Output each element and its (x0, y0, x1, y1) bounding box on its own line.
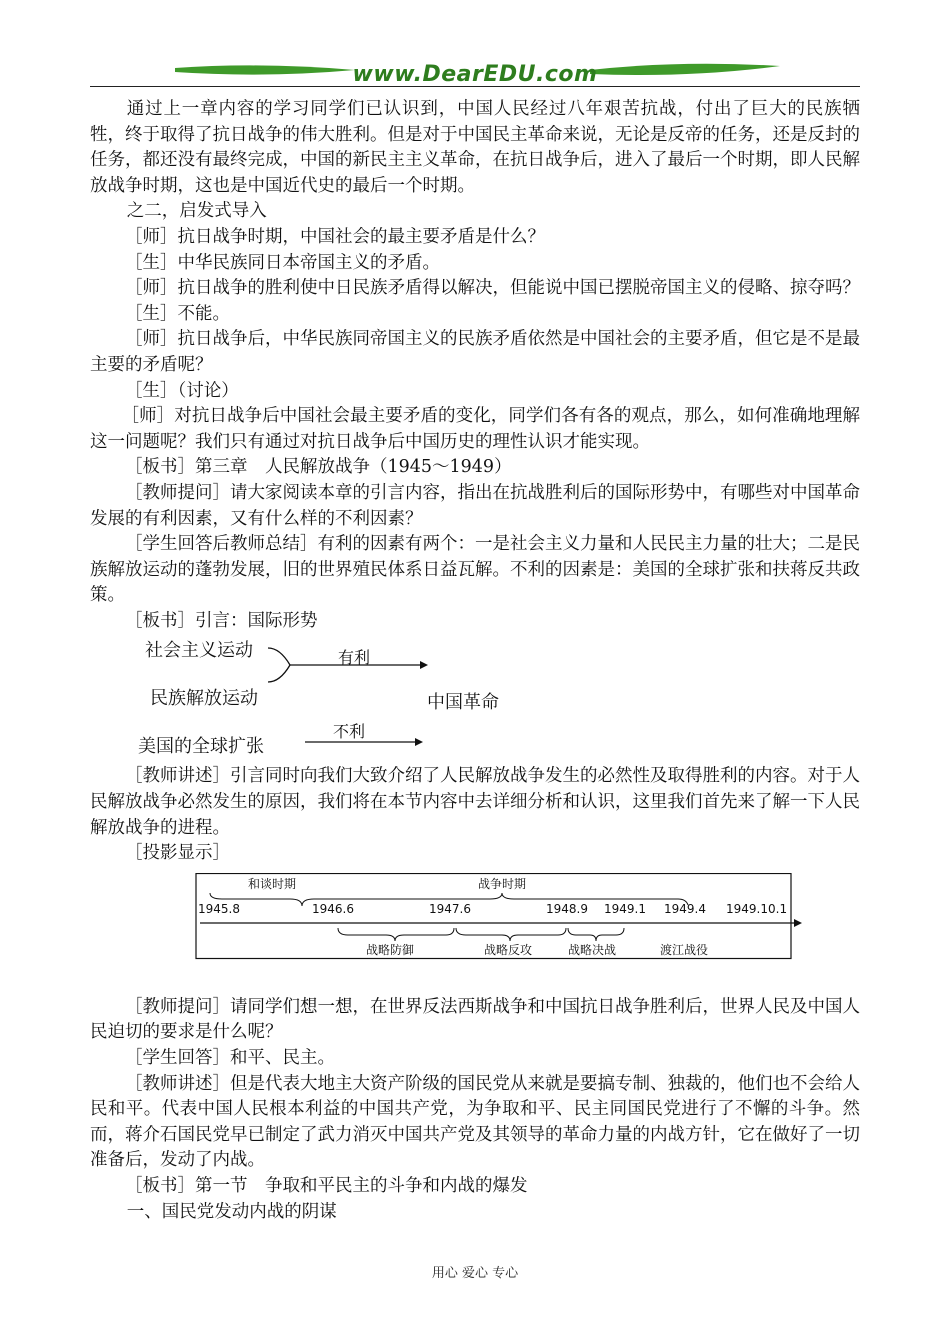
site-logo-text: www.DearEDU.com (352, 62, 598, 87)
paragraph: ［板书］第三章 人民解放战争（1945～1949） (125, 457, 512, 478)
paragraph: ［生］中华民族同日本帝国主义的矛盾。 (125, 252, 440, 273)
paragraph: ［教师讲述］引言同时向我们大致介绍了人民解放战争发生的必然性及取得胜利的内容。对于人民解放战争必然发生的原因，我们将在本节内容中去详细分析和认识，这里我们首先来了解一下人民解放战争的进程。 (90, 766, 860, 838)
page-footer: 用心 爱心 专心 (431, 1266, 519, 1281)
paragraph: ［师］抗日战争时期，中国社会的最主要矛盾是什么？ (125, 226, 545, 247)
us-expansion-label: 美国的全球扩张 (138, 736, 264, 758)
socialism-movement-label: 社会主义运动 (145, 640, 253, 662)
china-revolution-label: 中国革命 (427, 692, 499, 714)
date-label: 1945.8 (198, 901, 240, 916)
timeline-lines (90, 873, 860, 969)
paragraph: ［教师讲述］但是代表大地主大资产阶级的国民党从来就是要搞专制、独裁的，他们也不会给人民和平。代表中国人民根本利益的中国共产党，为争取和平、民主同国民党进行了不懈的斗争。然而，蒋介石国民党早已制定了武力消灭中国共产党及其领导的革命力量的内战方针，它在做好了一切准备后，发动了内战。 (90, 1073, 860, 1171)
international-situation-diagram (90, 634, 860, 764)
date-label: 1948.9 (546, 901, 588, 916)
paragraph: ［师］对抗日战争后中国社会最主要矛盾的变化，同学们各有各的观点，那么，如何准确地理解这一问题呢？我们只有通过对抗日战争后中国历史的理性认识才能实现。 (90, 406, 860, 452)
brace-line (268, 648, 290, 682)
document-body (90, 97, 860, 1225)
paragraph: ［教师提问］请大家阅读本章的引言内容，指出在抗战胜利后的国际形势中，有哪些对中国革命发展的有利因素，又有什么样的不利因素？ (90, 482, 860, 529)
defense-brace (338, 928, 454, 941)
paragraph: ［学生回答后教师总结］有利的因素有两个：一是社会主义力量和人民民主力量的壮大；二是民族解放运动的蓬勃发展，旧的世界殖民体系日益瓦解。不利的因素是：美国的全球扩张和扶蒋反共政策。 (90, 534, 860, 606)
peace-talks-label: 和谈时期 (248, 876, 297, 891)
phase-label: 战略反攻 (484, 942, 533, 957)
date-label: 1947.6 (429, 901, 471, 916)
unfavorable-label: 不利 (333, 722, 366, 742)
phase-label: 战略防御 (366, 942, 415, 957)
paragraph: 一、国民党发动内战的阴谋 (126, 1201, 337, 1222)
date-label: 1949.1 (604, 901, 646, 916)
paragraph: ［投影显示］ (125, 843, 230, 864)
unfavorable-arrowhead (415, 738, 423, 746)
paragraph: ［板书］引言：国际形势 (125, 610, 318, 631)
paragraph: 通过上一章内容的学习同学们已认识到，中国人民经过八年艰苦抗战，付出了巨大的民族牺牲，终于取得了抗日战争的伟大胜利。但是对于中国民主革命来说，无论是反帝的任务，还是反封的任务，都还没有最终完成，中国的新民主主义革命，在抗日战争后，进入了最后一个时期，即人民解放战争时期，这也是中国近代史的最后一个时期。 (90, 99, 860, 196)
paragraph: ［生］不能。 (125, 303, 230, 324)
date-label: 1949.4 (664, 901, 706, 916)
national-liberation-label: 民族解放运动 (150, 688, 258, 710)
paragraph: ［师］抗日战争的胜利使中日民族矛盾得以解决，但能说中国已摆脱帝国主义的侵略、掠夺吗？ (125, 278, 860, 299)
paragraph: ［教师提问］请同学们想一想，在世界反法西斯战争和中国抗日战争胜利后，世界人民及中国人民迫切的要求是什么呢？ (90, 996, 860, 1043)
paragraph: ［板书］第一节 争取和平民主的斗争和内战的爆发 (125, 1176, 528, 1196)
war-period-label: 战争时期 (478, 876, 527, 891)
paragraph: 之二，启发式导入 (126, 201, 267, 222)
date-label: 1949.10.1 (726, 901, 788, 916)
paragraph: ［生］（讨论） (125, 380, 239, 401)
phase-label: 战略决战 (568, 942, 617, 957)
war-timeline-diagram (90, 873, 860, 969)
timeline-arrowhead (794, 919, 802, 927)
date-label: 1946.6 (312, 901, 354, 916)
favorable-arrowhead (420, 661, 428, 669)
favorable-label: 有利 (338, 648, 371, 668)
phase-label: 渡江战役 (660, 942, 709, 957)
paragraph: ［学生回答］和平、民主。 (125, 1048, 335, 1069)
decisive-brace (568, 928, 624, 941)
header-divider (90, 86, 860, 87)
paragraph: ［师］抗日战争后，中华民族同帝国主义的民族矛盾依然是中国社会的主要矛盾，但它是不是最主要的矛盾呢？ (90, 329, 860, 375)
counteroffensive-brace (456, 928, 566, 941)
